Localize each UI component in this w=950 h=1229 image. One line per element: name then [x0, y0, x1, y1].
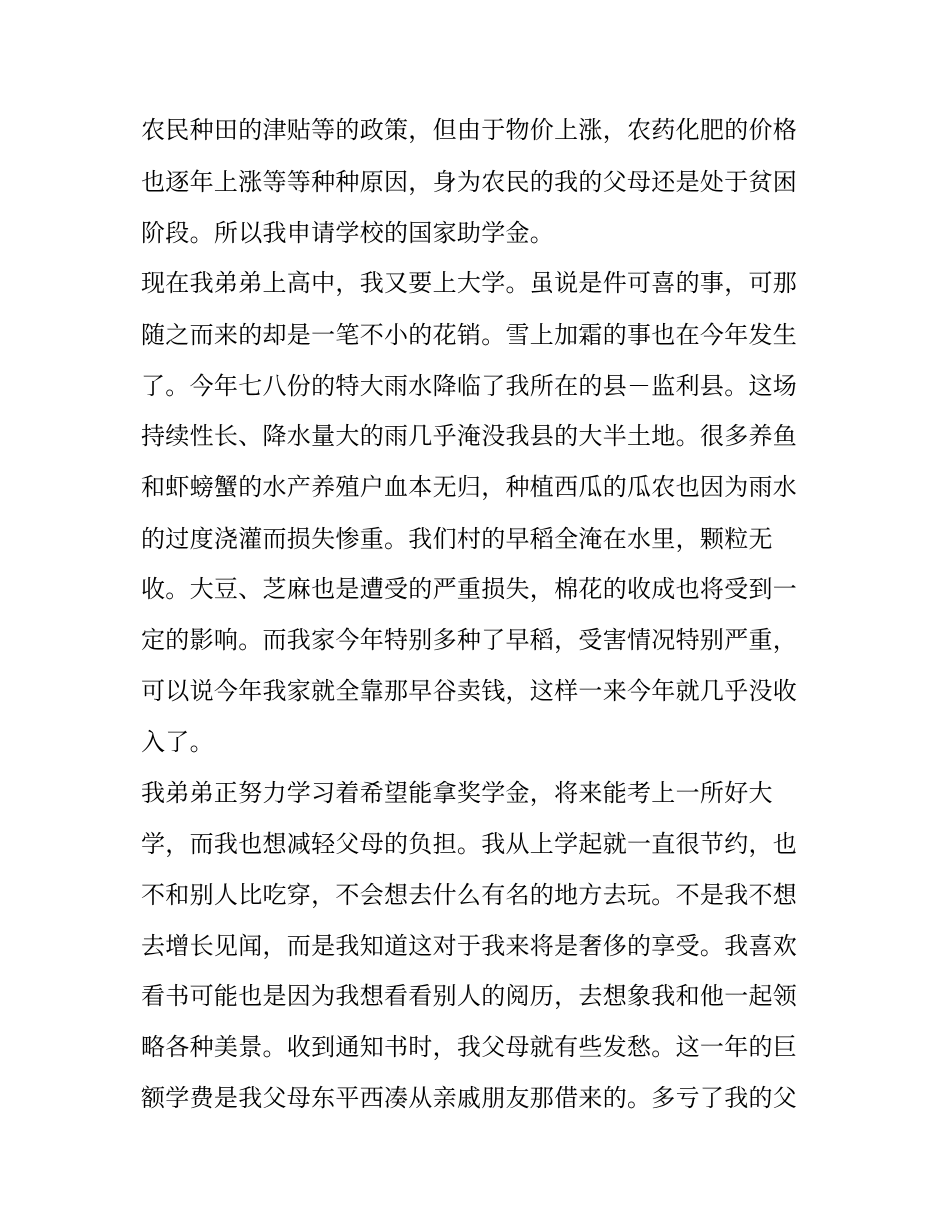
text-line: 农民种田的津贴等的政策，但由于物价上涨，农药化肥的价格	[141, 116, 798, 144]
text-line: 持续性长、降水量大的雨几乎淹没我县的大半土地。很多养鱼	[141, 422, 798, 450]
text-line: 可以说今年我家就全靠那早谷卖钱，这样一来今年就几乎没收	[141, 677, 798, 705]
text-line: 了。今年七八份的特大雨水降临了我所在的县－监利县。这场	[141, 372, 798, 400]
text-line: 定的影响。而我家今年特别多种了早稻，受害情况特别严重，	[141, 626, 798, 654]
text-line: 的过度浇灌而损失惨重。我们村的早稻全淹在水里，颗粒无	[141, 525, 773, 553]
text-line: 略各种美景。收到通知书时，我父母就有些发愁。这一年的巨	[141, 1033, 798, 1061]
text-line: 去增长见闻，而是我知道这对于我来将是奢侈的享受。我喜欢	[141, 932, 798, 960]
text-line: 随之而来的却是一笔不小的花销。雪上加霜的事也在今年发生	[141, 321, 798, 349]
text-line: 也逐年上涨等等种种原因，身为农民的我的父母还是处于贫困	[141, 168, 798, 196]
text-line: 看书可能也是因为我想看看别人的阅历，去想象我和他一起领	[141, 982, 798, 1010]
text-line: 和虾螃蟹的水产养殖户血本无归，种植西瓜的瓜农也因为雨水	[141, 473, 798, 501]
text-line: 我弟弟正努力学习着希望能拿奖学金，将来能考上一所好大	[141, 779, 773, 807]
text-line: 现在我弟弟上高中，我又要上大学。虽说是件可喜的事，可那	[141, 269, 798, 297]
text-line: 额学费是我父母东平西凑从亲戚朋友那借来的。多亏了我的父	[141, 1084, 798, 1112]
text-line: 收。大豆、芝麻也是遭受的严重损失，棉花的收成也将受到一	[141, 575, 798, 603]
text-line: 阶段。所以我申请学校的国家助学金。	[141, 219, 555, 247]
text-line: 不和别人比吃穿，不会想去什么有名的地方去玩。不是我不想	[141, 881, 798, 909]
text-line: 学，而我也想减轻父母的负担。我从上学起就一直很节约，也	[141, 830, 798, 858]
text-line: 入了。	[141, 728, 214, 756]
